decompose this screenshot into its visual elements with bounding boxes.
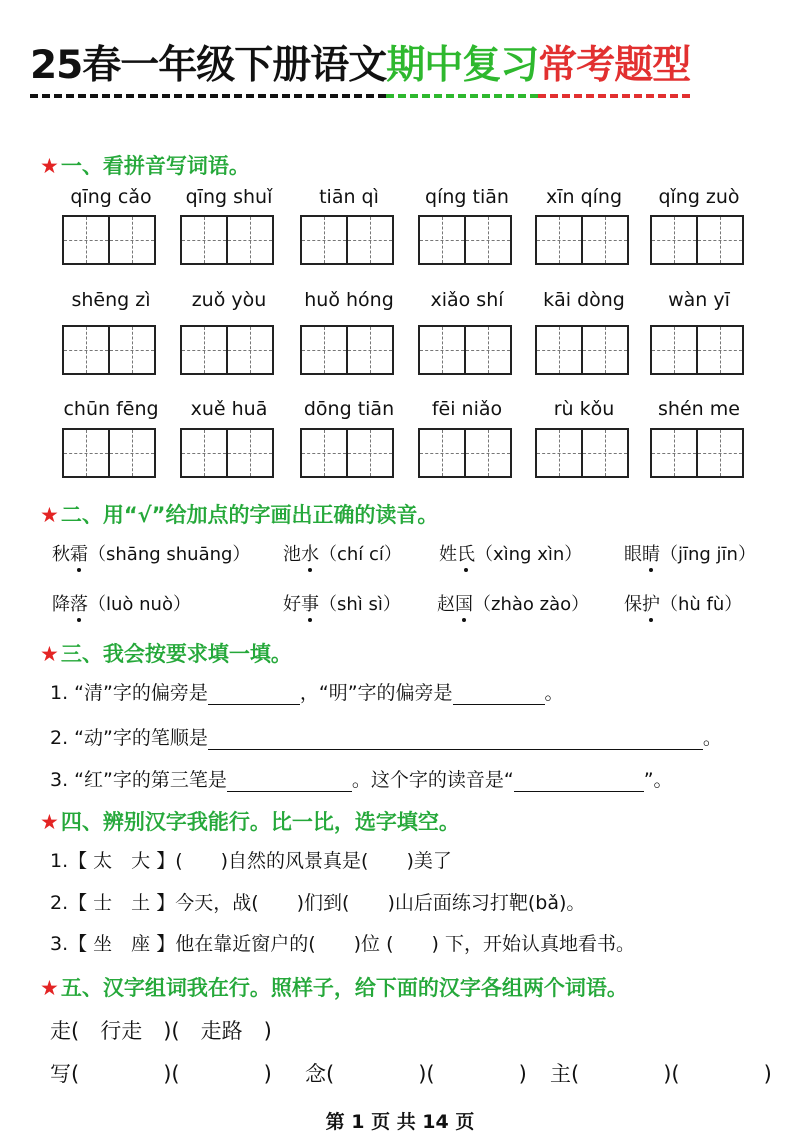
dotted-char: 护 bbox=[642, 590, 660, 616]
fill-q2-text-a: 2. “动”字的笔顺是 bbox=[50, 727, 208, 749]
writing-cell[interactable] bbox=[110, 327, 154, 373]
pinyin-label: kāi dòng bbox=[543, 289, 625, 311]
pinyin-options[interactable]: （hù fù） bbox=[660, 594, 743, 615]
reading-char: 眼 bbox=[624, 544, 642, 565]
pinyin-label: qíng tiān bbox=[425, 186, 509, 208]
writing-box[interactable] bbox=[535, 215, 629, 265]
writing-cell[interactable] bbox=[698, 430, 742, 476]
writing-box[interactable] bbox=[535, 325, 629, 375]
pinyin-label: chūn fēng bbox=[63, 398, 159, 420]
pinyin-label: shén me bbox=[658, 398, 740, 420]
reading-item bbox=[437, 590, 589, 616]
writing-cell[interactable] bbox=[698, 327, 742, 373]
blank-answer[interactable] bbox=[514, 773, 644, 792]
dotted-char: 氏 bbox=[457, 540, 475, 566]
word-example: 走( 行走 )( 走路 ) bbox=[50, 1019, 272, 1043]
writing-box[interactable] bbox=[418, 325, 512, 375]
reading-item bbox=[52, 540, 250, 566]
writing-cell[interactable] bbox=[698, 217, 742, 263]
writing-box[interactable] bbox=[650, 215, 744, 265]
writing-cell[interactable] bbox=[348, 327, 392, 373]
writing-cell[interactable] bbox=[652, 327, 698, 373]
page-footer: 第 1 页 共 14 页 bbox=[325, 1111, 475, 1133]
writing-box[interactable] bbox=[650, 325, 744, 375]
pinyin-label: qīng shuǐ bbox=[185, 186, 273, 208]
fill-q2-text-b: 。 bbox=[702, 727, 722, 749]
writing-box[interactable] bbox=[300, 428, 394, 478]
pinyin-label: huǒ hóng bbox=[304, 289, 394, 311]
writing-box[interactable] bbox=[180, 428, 274, 478]
writing-box[interactable] bbox=[180, 215, 274, 265]
writing-box[interactable] bbox=[418, 428, 512, 478]
word-xie: 写( )( ) bbox=[50, 1062, 272, 1086]
writing-cell[interactable] bbox=[64, 430, 110, 476]
fill-question-3 bbox=[50, 765, 673, 792]
writing-cell[interactable] bbox=[64, 217, 110, 263]
reading-item bbox=[283, 540, 402, 566]
reading-item bbox=[52, 590, 191, 616]
writing-box[interactable] bbox=[62, 325, 156, 375]
fill-q3-text-c: ”。 bbox=[643, 769, 673, 791]
pinyin-options[interactable]: （jīng jīn） bbox=[660, 544, 756, 565]
section-5-heading bbox=[40, 972, 628, 1002]
reading-item bbox=[283, 590, 401, 616]
fill-q3-text-b: 。这个字的读音是“ bbox=[351, 769, 514, 791]
writing-cell[interactable] bbox=[348, 217, 392, 263]
section-1-heading bbox=[40, 150, 250, 180]
reading-char: 保 bbox=[624, 594, 642, 615]
writing-cell[interactable] bbox=[182, 217, 228, 263]
dotted-char: 霜 bbox=[70, 540, 88, 566]
writing-cell[interactable] bbox=[537, 327, 583, 373]
pinyin-label: xiǎo shí bbox=[430, 289, 504, 311]
blank-answer[interactable] bbox=[453, 686, 545, 705]
reading-char: 秋 bbox=[52, 544, 70, 565]
writing-cell[interactable] bbox=[302, 217, 348, 263]
fill-q3-text-a: 3. “红”字的第三笔是 bbox=[50, 769, 227, 791]
pinyin-options[interactable]: （xìng xìn） bbox=[475, 544, 583, 565]
blank-answer[interactable] bbox=[208, 686, 300, 705]
title-part-1: 25春一年级下册语文 bbox=[30, 38, 386, 98]
reading-item bbox=[624, 540, 756, 566]
word-zhu: 主( )( ) bbox=[550, 1062, 772, 1086]
pinyin-label: shēng zì bbox=[71, 289, 151, 311]
writing-box[interactable] bbox=[418, 215, 512, 265]
pinyin-label: dōng tiān bbox=[303, 398, 395, 420]
pinyin-label: qǐng zuò bbox=[658, 186, 740, 208]
writing-cell[interactable] bbox=[652, 430, 698, 476]
reading-item bbox=[439, 540, 582, 566]
writing-cell[interactable] bbox=[420, 430, 466, 476]
writing-cell[interactable] bbox=[652, 217, 698, 263]
section-5-title: 五、汉字组词我在行。照样子，给下面的汉字各组两个词语。 bbox=[60, 976, 628, 1000]
writing-cell[interactable] bbox=[110, 430, 154, 476]
writing-cell[interactable] bbox=[537, 217, 583, 263]
writing-cell[interactable] bbox=[182, 430, 228, 476]
writing-cell[interactable] bbox=[228, 430, 272, 476]
writing-cell[interactable] bbox=[420, 217, 466, 263]
word-nian: 念( )( ) bbox=[305, 1062, 527, 1086]
blank-answer[interactable] bbox=[208, 731, 703, 750]
section-4-title: 四、辨别汉字我能行。比一比，选字填空。 bbox=[60, 810, 460, 834]
pinyin-label: zuǒ yòu bbox=[191, 289, 267, 311]
dotted-char: 事 bbox=[301, 590, 319, 616]
star-icon: ★ bbox=[40, 810, 59, 834]
dotted-char: 落 bbox=[70, 590, 88, 616]
writing-cell[interactable] bbox=[348, 430, 392, 476]
reading-char: 池 bbox=[283, 544, 301, 565]
title-part-3: 常考题型 bbox=[538, 38, 690, 98]
dotted-char: 国 bbox=[455, 590, 473, 616]
writing-box[interactable] bbox=[535, 428, 629, 478]
pinyin-label: xīn qíng bbox=[545, 186, 623, 208]
section-4-heading bbox=[40, 806, 460, 836]
pinyin-label: wàn yī bbox=[668, 289, 730, 311]
writing-box[interactable] bbox=[62, 428, 156, 478]
section-2-heading bbox=[40, 499, 438, 529]
section-3-heading bbox=[40, 638, 292, 668]
writing-cell[interactable] bbox=[583, 217, 627, 263]
writing-box[interactable] bbox=[62, 215, 156, 265]
writing-cell[interactable] bbox=[182, 327, 228, 373]
reading-char: 赵 bbox=[437, 594, 455, 615]
reading-char: 姓 bbox=[439, 544, 457, 565]
writing-box[interactable] bbox=[650, 428, 744, 478]
fill-q1-text-b: ，“明”字的偏旁是 bbox=[299, 682, 453, 704]
writing-cell[interactable] bbox=[583, 327, 627, 373]
compare-question-2: 2.【 士 土 】今天，战( )们到( )山后面练习打靶(bǎ)。 bbox=[50, 892, 586, 914]
pinyin-label: fēi niǎo bbox=[431, 398, 503, 420]
star-icon: ★ bbox=[40, 503, 59, 527]
writing-cell[interactable] bbox=[466, 217, 510, 263]
title-part-2: 期中复习 bbox=[386, 38, 538, 98]
star-icon: ★ bbox=[40, 642, 59, 666]
writing-cell[interactable] bbox=[466, 327, 510, 373]
writing-cell[interactable] bbox=[583, 430, 627, 476]
writing-box[interactable] bbox=[300, 215, 394, 265]
pinyin-options[interactable]: （shì sì） bbox=[319, 594, 401, 615]
reading-char: 好 bbox=[283, 594, 301, 615]
writing-cell[interactable] bbox=[302, 430, 348, 476]
pinyin-options[interactable]: （chí cí） bbox=[319, 544, 402, 565]
writing-box[interactable] bbox=[180, 325, 274, 375]
writing-cell[interactable] bbox=[537, 430, 583, 476]
star-icon: ★ bbox=[40, 154, 59, 178]
writing-cell[interactable] bbox=[64, 327, 110, 373]
fill-question-2 bbox=[50, 723, 722, 750]
page-title bbox=[30, 38, 780, 98]
fill-question-1 bbox=[50, 678, 564, 705]
pinyin-options[interactable]: （shāng shuāng） bbox=[88, 544, 251, 565]
writing-cell[interactable] bbox=[466, 430, 510, 476]
dotted-char: 睛 bbox=[642, 540, 660, 566]
pinyin-label: rù kǒu bbox=[553, 398, 615, 420]
section-2-title: 二、用“√”给加点的字画出正确的读音。 bbox=[60, 503, 439, 527]
fill-q1-text-a: 1. “清”字的偏旁是 bbox=[50, 682, 208, 704]
pinyin-label: tiān qì bbox=[319, 186, 379, 208]
pinyin-label: qīng cǎo bbox=[70, 186, 152, 208]
writing-cell[interactable] bbox=[420, 327, 466, 373]
writing-cell[interactable] bbox=[228, 327, 272, 373]
writing-cell[interactable] bbox=[302, 327, 348, 373]
pinyin-label: xuě huā bbox=[190, 398, 268, 420]
reading-item bbox=[624, 590, 742, 616]
dotted-char: 水 bbox=[301, 540, 319, 566]
compare-question-3: 3.【 坐 座 】他在靠近窗户的( )位 ( ) 下，开始认真地看书。 bbox=[50, 933, 635, 955]
section-1-title: 一、看拼音写词语。 bbox=[60, 154, 250, 178]
pinyin-options[interactable]: （luò nuò） bbox=[88, 594, 191, 615]
writing-cell[interactable] bbox=[110, 217, 154, 263]
section-3-title: 三、我会按要求填一填。 bbox=[60, 642, 292, 666]
blank-answer[interactable] bbox=[227, 773, 352, 792]
pinyin-options[interactable]: （zhào zào） bbox=[473, 594, 590, 615]
star-icon: ★ bbox=[40, 976, 59, 1000]
writing-cell[interactable] bbox=[228, 217, 272, 263]
reading-char: 降 bbox=[52, 594, 70, 615]
fill-q1-text-c: 。 bbox=[544, 682, 564, 704]
compare-question-1: 1.【 太 大 】( )自然的风景真是( )美了 bbox=[50, 850, 452, 872]
writing-box[interactable] bbox=[300, 325, 394, 375]
